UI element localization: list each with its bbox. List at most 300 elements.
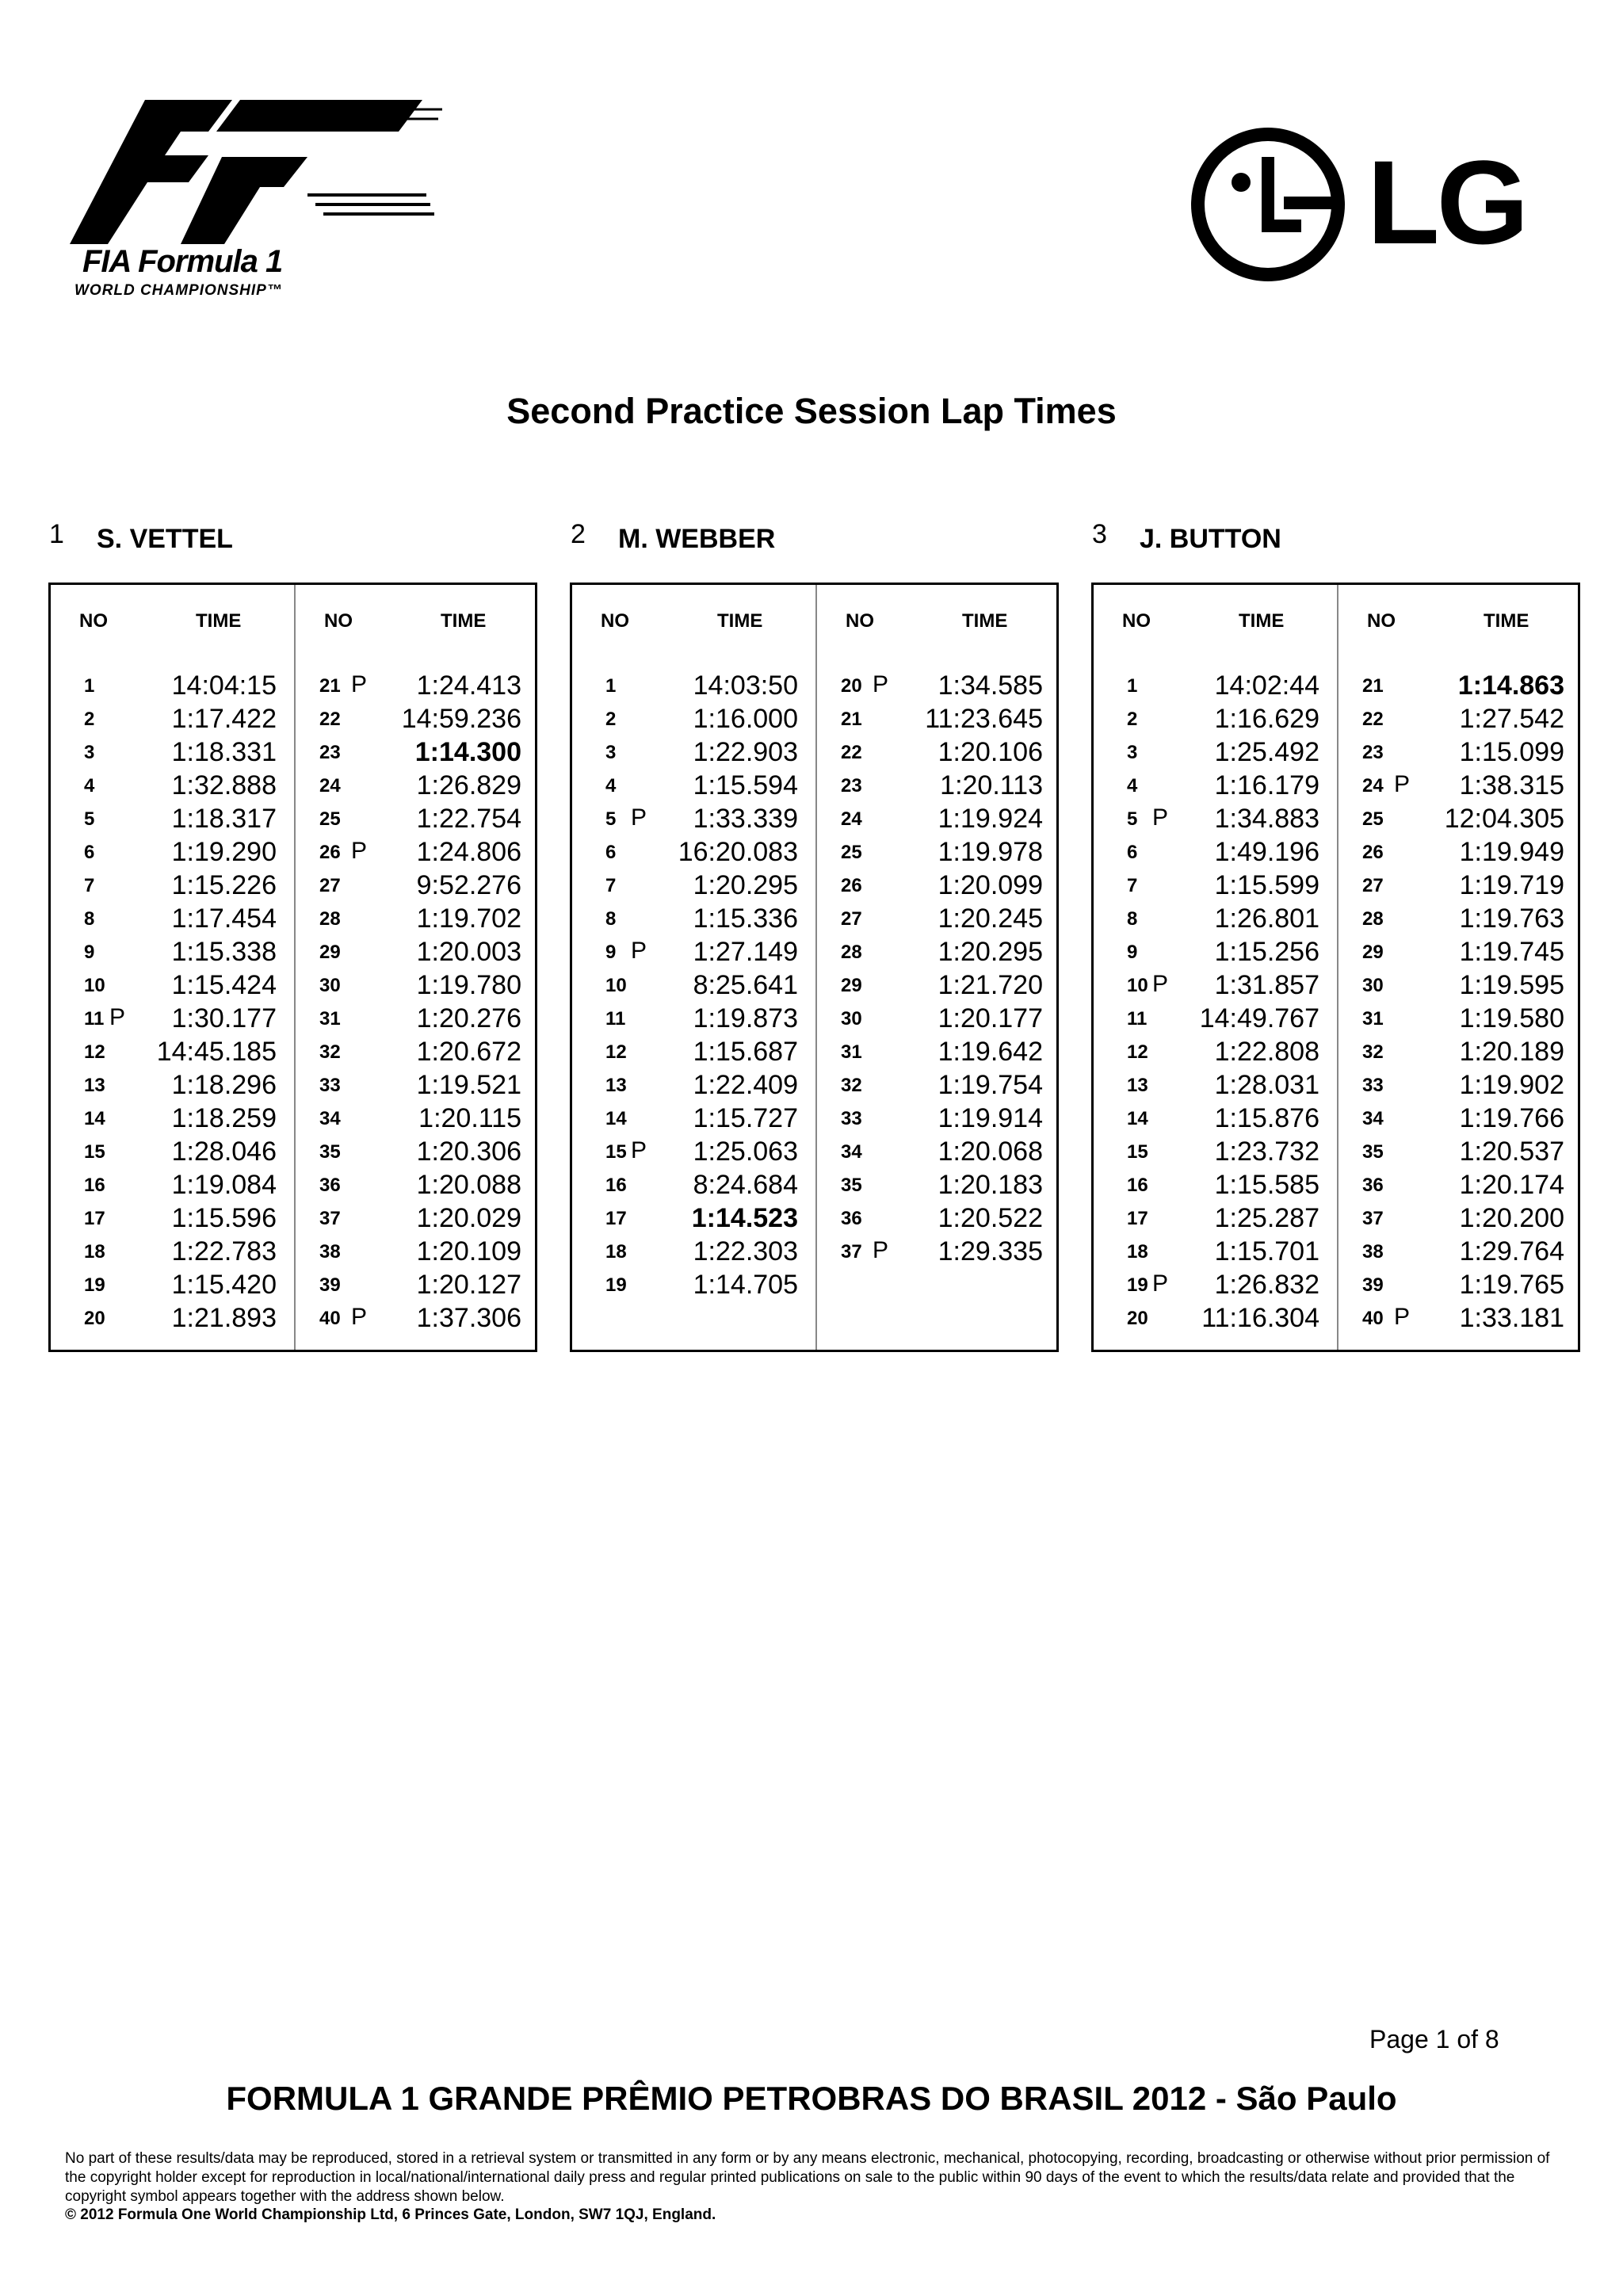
lap-row [1338, 803, 1582, 836]
lap-number: 16 [605, 1175, 627, 1196]
time-header: TIME [1239, 610, 1285, 632]
lap-number: 23 [1362, 742, 1384, 763]
lap-time: 1:22.783 [171, 1236, 277, 1266]
best-lap-time: 1:14.523 [691, 1203, 798, 1233]
lap-time: 1:20.127 [416, 1270, 521, 1300]
lap-row [51, 770, 294, 803]
no-header: NO [601, 610, 629, 632]
lap-row [296, 803, 539, 836]
lap-time: 1:14.705 [693, 1270, 798, 1300]
lap-row [817, 1003, 1060, 1036]
lap-time: 1:26.829 [416, 770, 521, 800]
lap-row [51, 670, 294, 703]
lap-number: 14 [84, 1108, 105, 1129]
lap-number: 37 [841, 1241, 862, 1263]
driver-name: M. WEBBER [618, 524, 776, 554]
lap-row [1094, 1036, 1337, 1069]
lap-time: 1:22.303 [693, 1236, 798, 1266]
lap-time: 1:26.801 [1214, 904, 1319, 934]
lap-number: 5 [1127, 808, 1138, 830]
lap-number: 14 [1127, 1108, 1148, 1129]
lap-time: 1:20.029 [416, 1203, 521, 1233]
lap-number: 37 [1362, 1208, 1384, 1229]
lap-time: 11:23.645 [925, 704, 1043, 734]
lap-row [1094, 1102, 1337, 1136]
lap-time: 1:29.764 [1459, 1236, 1564, 1266]
lap-rows [1338, 670, 1582, 1335]
lap-row [1094, 1302, 1337, 1335]
lap-time: 1:21.893 [171, 1303, 277, 1333]
lap-time: 1:15.876 [1214, 1103, 1319, 1133]
laps-column-right [1338, 585, 1582, 1350]
lap-time: 1:37.306 [416, 1303, 521, 1333]
lap-row [1094, 703, 1337, 736]
lap-number: 2 [84, 709, 95, 730]
lap-number: 3 [84, 742, 95, 763]
lap-time: 1:15.727 [693, 1103, 798, 1133]
lap-row [51, 1202, 294, 1236]
pit-marker: P [351, 671, 368, 697]
lap-time: 1:19.949 [1459, 837, 1564, 867]
lap-row [1338, 1302, 1582, 1335]
lg-logo-text: LG [1367, 136, 1526, 269]
f1-logo-subtitle: WORLD CHAMPIONSHIP™ [74, 282, 283, 299]
lap-time: 1:17.422 [171, 704, 277, 734]
lap-number: 38 [1362, 1241, 1384, 1263]
lap-row [296, 1102, 539, 1136]
lap-time: 1:25.287 [1214, 1203, 1319, 1233]
lap-time: 1:20.537 [1459, 1137, 1564, 1167]
lap-row [1094, 1069, 1337, 1102]
driver-name: J. BUTTON [1140, 524, 1281, 554]
lap-number: 27 [1362, 875, 1384, 896]
lap-time: 1:22.754 [416, 804, 521, 834]
lap-time: 1:19.902 [1459, 1070, 1564, 1100]
lap-row [51, 703, 294, 736]
lap-row [1338, 1003, 1582, 1036]
lap-time: 1:19.642 [938, 1037, 1043, 1067]
lap-row [572, 803, 815, 836]
lap-times-table [48, 583, 537, 1352]
lap-time: 1:20.177 [938, 1003, 1043, 1033]
lap-time: 1:18.317 [171, 804, 277, 834]
lap-row [1094, 1236, 1337, 1269]
lap-time: 1:19.766 [1459, 1103, 1564, 1133]
lap-time: 1:15.585 [1214, 1170, 1319, 1200]
lap-time: 1:22.903 [693, 737, 798, 767]
lap-row [1094, 869, 1337, 903]
lap-number: 27 [319, 875, 341, 896]
lap-row [1338, 1169, 1582, 1202]
lap-number: 19 [84, 1274, 105, 1296]
lap-time: 1:33.181 [1459, 1303, 1564, 1333]
lap-time: 1:20.068 [938, 1137, 1043, 1167]
f1-logo-icon [70, 94, 442, 252]
lap-row [51, 869, 294, 903]
lap-row [572, 836, 815, 869]
lap-row [296, 770, 539, 803]
lap-row [817, 770, 1060, 803]
lap-number: 16 [84, 1175, 105, 1196]
lap-time: 1:20.189 [1459, 1037, 1564, 1067]
lap-time: 1:15.596 [171, 1203, 277, 1233]
lap-number: 9 [84, 942, 95, 963]
lap-time: 1:20.522 [938, 1203, 1043, 1233]
lap-time: 1:19.765 [1459, 1270, 1564, 1300]
lap-time: 1:20.115 [418, 1103, 521, 1133]
lap-row [296, 736, 539, 770]
lap-number: 24 [1362, 775, 1384, 797]
laps-column-right [817, 585, 1060, 1350]
lap-time: 1:19.924 [938, 804, 1043, 834]
lap-number: 14 [605, 1108, 627, 1129]
lap-number: 38 [319, 1241, 341, 1263]
lap-row [1338, 969, 1582, 1003]
lap-number: 10 [84, 975, 105, 996]
lap-time: 1:38.315 [1459, 770, 1564, 800]
lap-number: 34 [1362, 1108, 1384, 1129]
lap-row [1338, 1136, 1582, 1169]
lap-row [817, 670, 1060, 703]
lap-row [572, 736, 815, 770]
lap-row [51, 1069, 294, 1102]
lap-number: 10 [1127, 975, 1148, 996]
lap-row [1094, 803, 1337, 836]
lap-number: 34 [319, 1108, 341, 1129]
lap-row [572, 1169, 815, 1202]
lap-number: 18 [84, 1241, 105, 1263]
lap-row [1338, 670, 1582, 703]
lap-time: 1:21.720 [938, 970, 1043, 1000]
lap-time: 1:19.290 [171, 837, 277, 867]
lap-number: 12 [1127, 1041, 1148, 1063]
lap-number: 22 [841, 742, 862, 763]
lap-number: 15 [84, 1141, 105, 1163]
no-header: NO [324, 610, 353, 632]
lap-row [817, 1136, 1060, 1169]
lap-row [1338, 1069, 1582, 1102]
lap-time: 1:20.295 [693, 870, 798, 900]
lap-times-table [570, 583, 1059, 1352]
lap-row [51, 1236, 294, 1269]
lap-number: 6 [605, 842, 617, 863]
lap-time: 1:49.196 [1214, 837, 1319, 867]
lap-number: 11 [605, 1008, 626, 1030]
lg-logo [1189, 125, 1553, 284]
time-header: TIME [441, 610, 487, 632]
lap-number: 12 [84, 1041, 105, 1063]
lap-number: 35 [1362, 1141, 1384, 1163]
pit-marker: P [1394, 1304, 1411, 1330]
lap-time: 1:16.629 [1214, 704, 1319, 734]
lap-row [817, 803, 1060, 836]
lap-time: 1:19.595 [1459, 970, 1564, 1000]
lap-row [296, 1169, 539, 1202]
lap-row [1094, 969, 1337, 1003]
lap-number: 39 [319, 1274, 341, 1296]
lap-number: 5 [84, 808, 95, 830]
lap-time: 1:19.719 [1459, 870, 1564, 900]
lap-number: 26 [319, 842, 341, 863]
lap-time: 1:27.542 [1459, 704, 1564, 734]
lap-number: 7 [84, 875, 95, 896]
lap-row [1338, 703, 1582, 736]
lap-row [51, 1003, 294, 1036]
lap-number: 23 [841, 775, 862, 797]
lap-time: 14:45.185 [156, 1037, 277, 1067]
lap-time: 1:34.883 [1214, 804, 1319, 834]
driver-name: S. VETTEL [97, 524, 233, 554]
lap-row [51, 1169, 294, 1202]
pit-marker: P [873, 671, 889, 697]
lap-time: 14:04:15 [171, 670, 277, 701]
lap-number: 24 [319, 775, 341, 797]
lap-number: 29 [1362, 942, 1384, 963]
lap-time: 1:20.106 [938, 737, 1043, 767]
lap-row [817, 1169, 1060, 1202]
lap-time: 9:52.276 [416, 870, 521, 900]
lap-time: 1:15.687 [693, 1037, 798, 1067]
lap-time: 1:28.031 [1214, 1070, 1319, 1100]
lap-time: 1:19.580 [1459, 1003, 1564, 1033]
lap-number: 19 [605, 1274, 627, 1296]
lap-row [51, 836, 294, 869]
lap-time: 1:34.585 [938, 670, 1043, 701]
lap-rows [1094, 670, 1337, 1335]
lap-row [51, 1036, 294, 1069]
laps-column-left [572, 585, 815, 1350]
lap-row [817, 969, 1060, 1003]
lap-row [817, 736, 1060, 770]
lap-time: 1:19.521 [416, 1070, 521, 1100]
lap-number: 13 [84, 1075, 105, 1096]
time-header: TIME [962, 610, 1008, 632]
lap-row [1094, 770, 1337, 803]
lap-number: 30 [1362, 975, 1384, 996]
lap-number: 4 [1127, 775, 1138, 797]
lap-time: 14:59.236 [401, 704, 521, 734]
lap-row [572, 1069, 815, 1102]
lap-row [296, 1236, 539, 1269]
lap-time: 1:20.672 [416, 1037, 521, 1067]
lap-time: 1:15.599 [1214, 870, 1319, 900]
lap-time: 1:20.295 [938, 937, 1043, 967]
lap-row [1338, 1036, 1582, 1069]
lap-number: 31 [1362, 1008, 1384, 1030]
lap-row [572, 1136, 815, 1169]
lap-row [1094, 936, 1337, 969]
laps-column-left [51, 585, 294, 1350]
lap-time: 1:15.099 [1459, 737, 1564, 767]
lap-time: 1:18.296 [171, 1070, 277, 1100]
lap-row [817, 1236, 1060, 1269]
lap-time: 1:15.594 [693, 770, 798, 800]
lap-row [296, 1036, 539, 1069]
lap-row [1338, 736, 1582, 770]
lap-time: 1:23.732 [1214, 1137, 1319, 1167]
lap-time: 1:20.003 [416, 937, 521, 967]
lap-number: 17 [1127, 1208, 1148, 1229]
lap-number: 26 [841, 875, 862, 896]
lap-row [817, 836, 1060, 869]
lap-time: 1:26.832 [1214, 1270, 1319, 1300]
lap-number: 32 [841, 1075, 862, 1096]
lap-row [296, 1302, 539, 1335]
lap-time: 16:20.083 [678, 837, 798, 867]
lap-number: 25 [319, 808, 341, 830]
lap-number: 9 [1127, 942, 1138, 963]
lap-time: 1:24.806 [416, 837, 521, 867]
lap-time: 1:20.109 [416, 1236, 521, 1266]
lap-number: 33 [1362, 1075, 1384, 1096]
lap-number: 35 [319, 1141, 341, 1163]
lap-time: 14:02:44 [1214, 670, 1319, 701]
lap-time: 1:15.424 [171, 970, 277, 1000]
lap-row [1338, 1236, 1582, 1269]
lap-row [817, 1036, 1060, 1069]
lap-row [1338, 903, 1582, 936]
lap-row [296, 1269, 539, 1302]
lap-number: 34 [841, 1141, 862, 1163]
lap-row [1094, 670, 1337, 703]
lap-row [817, 903, 1060, 936]
lap-row [1338, 770, 1582, 803]
lap-time: 1:19.914 [938, 1103, 1043, 1133]
lap-number: 20 [1127, 1308, 1148, 1329]
pit-marker: P [1152, 971, 1169, 997]
lap-number: 7 [1127, 875, 1138, 896]
lap-row [1338, 936, 1582, 969]
f1-logo-name: FIA Formula 1 [82, 244, 283, 279]
lap-time: 1:20.245 [938, 904, 1043, 934]
lap-number: 4 [605, 775, 617, 797]
lap-time: 12:04.305 [1444, 804, 1564, 834]
lap-number: 2 [605, 709, 617, 730]
lap-time: 1:32.888 [171, 770, 277, 800]
lap-number: 39 [1362, 1274, 1384, 1296]
lap-row [296, 903, 539, 936]
lap-number: 36 [1362, 1175, 1384, 1196]
lap-number: 21 [319, 675, 341, 697]
event-title: FORMULA 1 GRANDE PRÊMIO PETROBRAS DO BRASIL 2012 - São Paulo [226, 2080, 1397, 2117]
lap-time: 1:19.745 [1459, 937, 1564, 967]
lap-row [817, 703, 1060, 736]
lap-row [572, 969, 815, 1003]
lap-number: 33 [841, 1108, 862, 1129]
lap-time: 1:15.336 [693, 904, 798, 934]
lap-time: 1:20.113 [940, 770, 1043, 800]
lap-number: 3 [1127, 742, 1138, 763]
lap-number: 8 [1127, 908, 1138, 930]
lap-row [572, 670, 815, 703]
pit-marker: P [1152, 1270, 1169, 1297]
laps-column-right [296, 585, 539, 1350]
lap-row [572, 1036, 815, 1069]
lap-number: 26 [1362, 842, 1384, 863]
lap-row [1094, 903, 1337, 936]
lap-time: 1:22.808 [1214, 1037, 1319, 1067]
lap-number: 19 [1127, 1274, 1148, 1296]
lap-number: 13 [605, 1075, 627, 1096]
lap-time: 1:20.088 [416, 1170, 521, 1200]
pit-marker: P [351, 1304, 368, 1330]
lap-time: 8:25.641 [693, 970, 798, 1000]
lap-row [1338, 1269, 1582, 1302]
lap-time: 14:49.767 [1199, 1003, 1319, 1033]
lap-number: 36 [841, 1208, 862, 1229]
lap-row [51, 1136, 294, 1169]
lap-number: 28 [841, 942, 862, 963]
lap-time: 1:19.978 [938, 837, 1043, 867]
lap-row [51, 1269, 294, 1302]
lap-row [1338, 869, 1582, 903]
lap-number: 11 [84, 1008, 105, 1030]
lap-row [51, 1102, 294, 1136]
lap-time: 1:15.420 [171, 1270, 277, 1300]
f1-logo [70, 94, 442, 308]
lap-time: 1:20.099 [938, 870, 1043, 900]
lap-number: 28 [319, 908, 341, 930]
lap-number: 32 [319, 1041, 341, 1063]
lap-number: 29 [319, 942, 341, 963]
lap-row [1094, 1202, 1337, 1236]
lap-row [51, 736, 294, 770]
lap-time: 1:16.000 [693, 704, 798, 734]
lap-row [1094, 1136, 1337, 1169]
lap-row [296, 869, 539, 903]
lap-row [572, 1003, 815, 1036]
lap-number: 35 [841, 1175, 862, 1196]
lap-row [1094, 736, 1337, 770]
lap-number: 6 [84, 842, 95, 863]
lap-time: 1:20.200 [1459, 1203, 1564, 1233]
lap-row [817, 1202, 1060, 1236]
lap-time: 1:22.409 [693, 1070, 798, 1100]
lap-number: 5 [605, 808, 617, 830]
lap-number: 25 [1362, 808, 1384, 830]
lap-time: 11:16.304 [1201, 1303, 1319, 1333]
time-header: TIME [196, 610, 242, 632]
lap-number: 27 [841, 908, 862, 930]
lap-number: 9 [605, 942, 617, 963]
lap-time: 1:24.413 [416, 670, 521, 701]
lap-row [1338, 1202, 1582, 1236]
lap-time: 1:27.149 [693, 937, 798, 967]
lap-time: 1:30.177 [171, 1003, 277, 1033]
pit-marker: P [631, 804, 647, 831]
lap-row [51, 803, 294, 836]
lap-row [572, 703, 815, 736]
lap-time: 1:16.179 [1214, 770, 1319, 800]
lap-row [817, 1069, 1060, 1102]
lap-row [1094, 836, 1337, 869]
lap-row [296, 1136, 539, 1169]
lap-number: 15 [605, 1141, 627, 1163]
page-number: Page 1 of 8 [1369, 2025, 1499, 2053]
lap-time: 1:19.084 [171, 1170, 277, 1200]
lap-number: 4 [84, 775, 95, 797]
lap-number: 23 [319, 742, 341, 763]
no-header: NO [1122, 610, 1151, 632]
lap-number: 8 [84, 908, 95, 930]
lap-number: 32 [1362, 1041, 1384, 1063]
lap-rows [296, 670, 539, 1335]
pit-marker: P [109, 1004, 126, 1030]
lap-number: 17 [84, 1208, 105, 1229]
lap-number: 12 [605, 1041, 627, 1063]
lap-rows [572, 670, 815, 1302]
lap-number: 16 [1127, 1175, 1148, 1196]
